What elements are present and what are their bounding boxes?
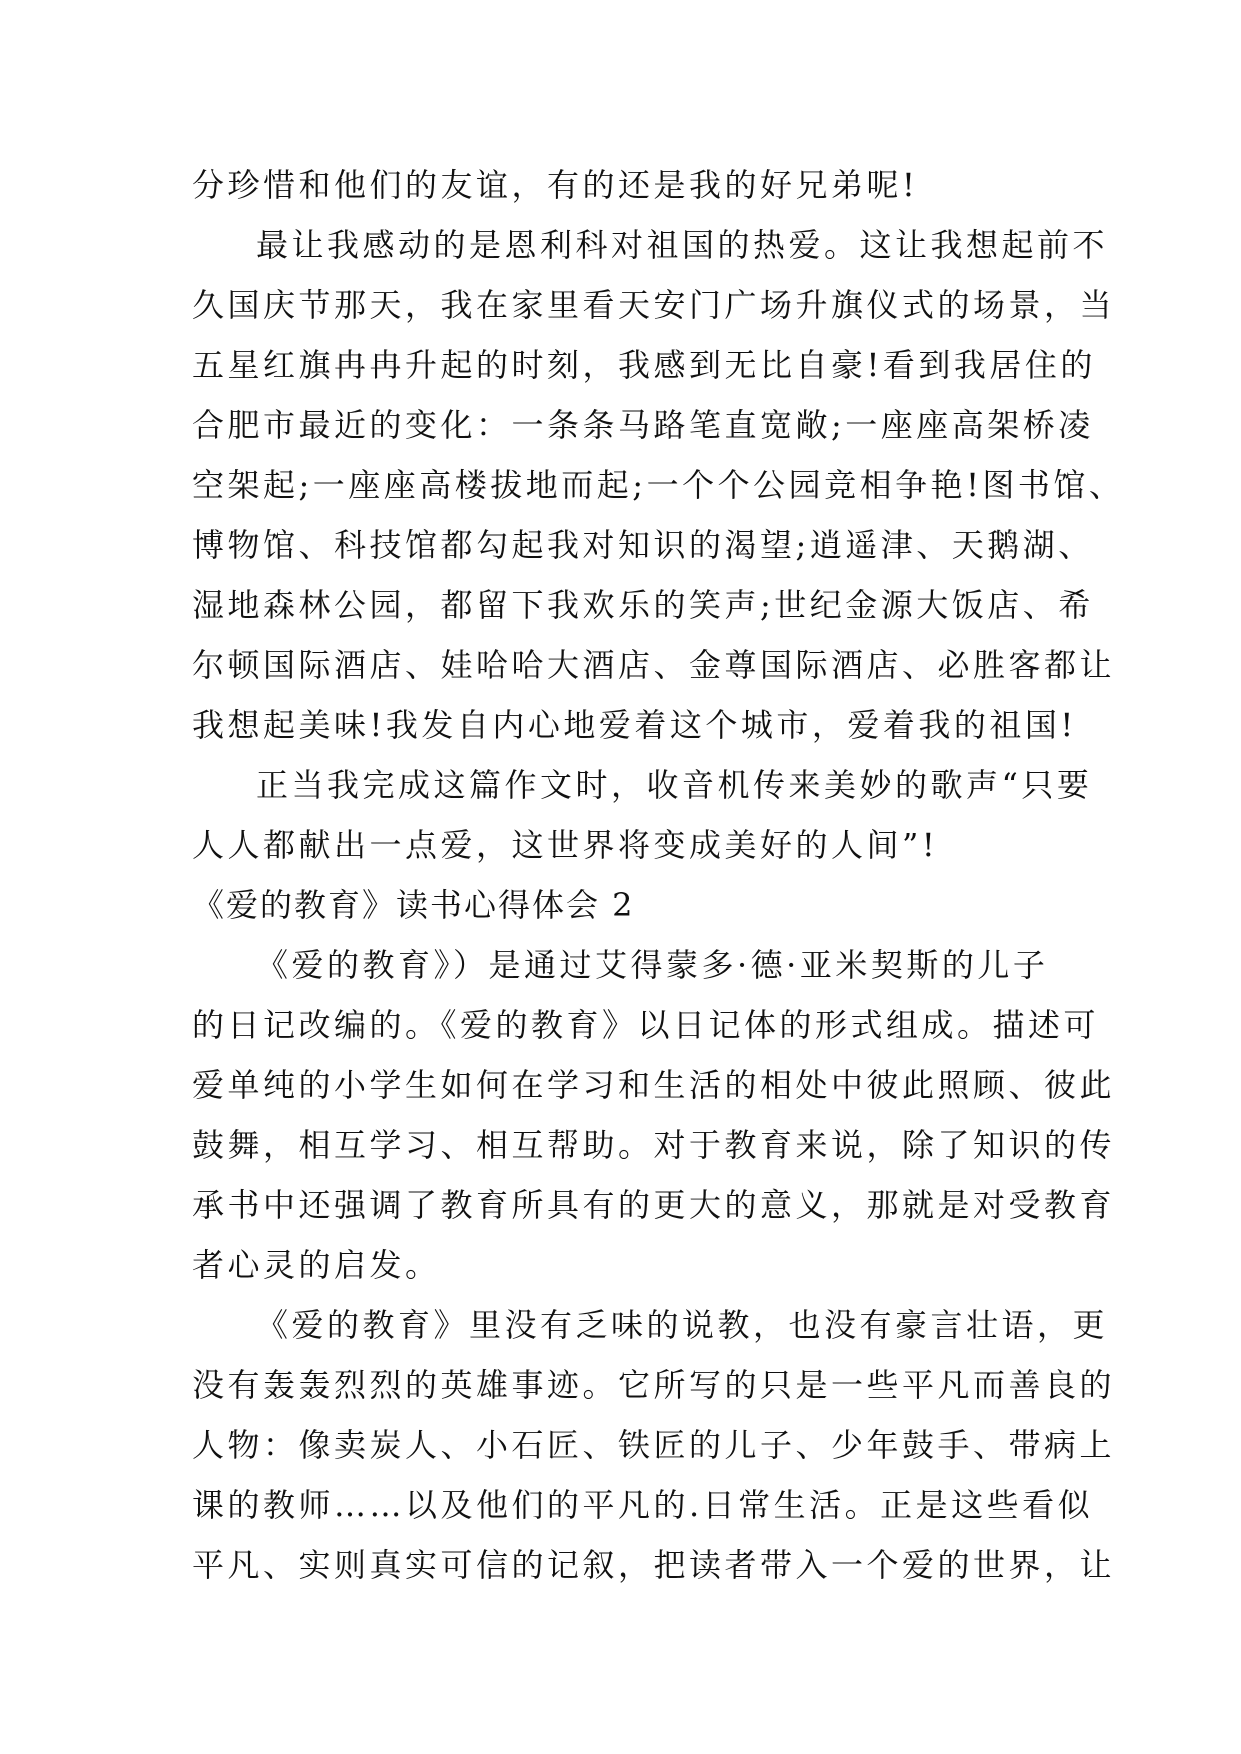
text-line: 爱单纯的小学生如何在学习和生活的相处中彼此照顾、彼此	[192, 1066, 1116, 1104]
text-line: 分珍惜和他们的友谊，有的还是我的好兄弟呢!	[192, 166, 919, 204]
text-line: 人人都献出一点爱，这世界将变成美好的人间”!	[192, 826, 939, 864]
section-heading: 《爱的教育》读书心得体会 2	[192, 886, 635, 924]
text-line: 鼓舞，相互学习、相互帮助。对于教育来说，除了知识的传	[192, 1126, 1116, 1164]
text-line: 空架起;一座座高楼拔地而起;一个个公园竞相争艳!图书馆、	[192, 466, 1125, 504]
text-line: 没有轰轰烈烈的英雄事迹。它所写的只是一些平凡而善良的	[192, 1366, 1116, 1404]
text-line: 《爱的教育》里没有乏味的说教，也没有豪言壮语，更	[256, 1306, 1109, 1344]
text-line: 湿地森林公园，都留下我欢乐的笑声;世纪金源大饭店、希	[192, 586, 1094, 624]
text-line: 的日记改编的。《爱的教育》以日记体的形式组成。描述可	[192, 1006, 1100, 1044]
text-line: 者心灵的启发。	[192, 1246, 441, 1284]
text-line: 《爱的教育》）是通过艾得蒙多·德·亚米契斯的儿子	[256, 946, 1049, 984]
text-line: 承书中还强调了教育所具有的更大的意义，那就是对受教育	[192, 1186, 1116, 1224]
text-line: 尔顿国际酒店、娃哈哈大酒店、金尊国际酒店、必胜客都让	[192, 646, 1116, 684]
text-line: 正当我完成这篇作文时，收音机传来美妙的歌声“只要	[256, 766, 1093, 804]
text-line: 博物馆、科技馆都勾起我对知识的渴望;逍遥津、天鹅湖、	[192, 526, 1094, 564]
text-line: 最让我感动的是恩利科对祖国的热爱。这让我想起前不	[256, 226, 1109, 264]
document-body	[192, 155, 1125, 1595]
text-line: 五星红旗冉冉升起的时刻，我感到无比自豪!看到我居住的	[192, 346, 1096, 384]
text-line: 平凡、实则真实可信的记叙，把读者带入一个爱的世界，让	[192, 1546, 1116, 1584]
text-line: 我想起美味!我发自内心地爱着这个城市，爱着我的祖国!	[192, 706, 1077, 744]
text-line: 久国庆节那天，我在家里看天安门广场升旗仪式的场景，当	[192, 286, 1116, 324]
text-line: 人物：像卖炭人、小石匠、铁匠的儿子、少年鼓手、带病上	[192, 1426, 1116, 1464]
text-line: 合肥市最近的变化：一条条马路笔直宽敞;一座座高架桥凌	[192, 406, 1094, 444]
text-line: 课的教师……以及他们的平凡的.日常生活。正是这些看似	[192, 1486, 1094, 1524]
